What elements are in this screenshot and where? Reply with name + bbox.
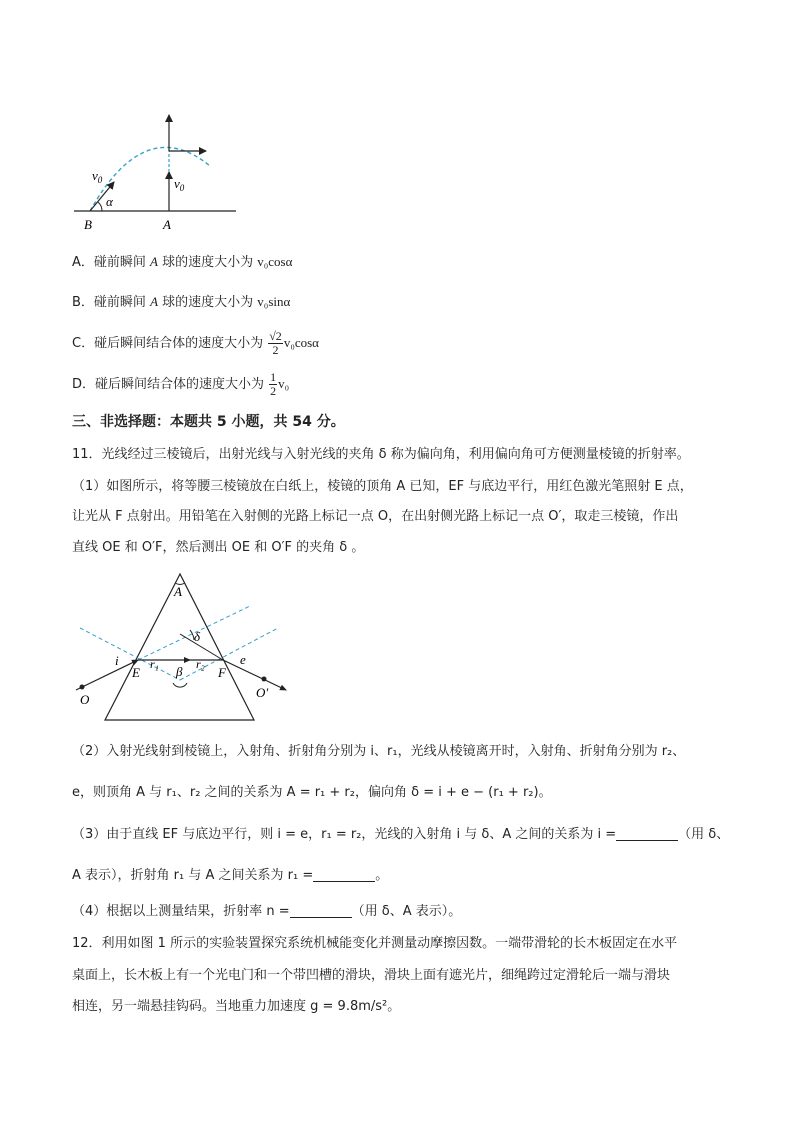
q11-p1-line3: 直线 OE 和 O′F，然后测出 OE 和 O′F 的夹角 δ 。 — [72, 540, 365, 555]
q12-line1: 12．利用如图 1 所示的实验装置探究系统机械能变化并测量动摩擦因数。一端带滑轮的长木板固定在水平 — [72, 936, 678, 951]
q11-p2-line2: e，则顶角 A 与 r₁、r₂ 之间的关系为 A = r₁ + r₂，偏向角 δ = i + e − (r₁ + r₂)。 — [72, 785, 552, 800]
q12-line3: 相连，另一端悬挂钩码。当地重力加速度 g = 9.8m/s²。 — [72, 999, 401, 1014]
beta-arc — [173, 683, 187, 687]
point-o-prime — [262, 677, 267, 682]
alpha-label: α — [106, 194, 113, 209]
projectile-figure — [70, 108, 250, 236]
point-e-label: E — [132, 665, 140, 680]
o-prime-label: O′ — [256, 685, 269, 700]
q11-p4: （4）根据以上测量结果，折射率 n = （用 δ、A 表示）。 — [72, 904, 462, 919]
q11-p1-line1: （1）如图所示，将等腰三棱镜放在白纸上，棱镜的顶角 A 已知，EF 与底边平行，用红色激光笔照射 E 点， — [72, 479, 693, 494]
angle-arc — [98, 202, 102, 211]
apex-label: A — [174, 584, 182, 599]
q11-p1-line2: 让光从 F 点射出。用铅笔在入射侧的光路上标记一点 O，在出射侧光路上标记一点 O′，取走三棱镜，作出 — [72, 509, 679, 524]
q11-p2-line1: （2）入射光线射到棱镜上，入射角、折射角分别为 i、r₁，光线从棱镜离开时，入射角、折射角分别为 r₂、 — [72, 744, 686, 759]
q12-line2: 桌面上，长木板上有一个光电门和一个带凹槽的滑块，滑块上面有遮光片，细绳跨过定滑轮后一端与滑块 — [72, 968, 671, 983]
answer-blank-i[interactable] — [616, 826, 678, 841]
delta-label: δ — [194, 629, 201, 644]
r2-label: r₂ — [196, 657, 205, 671]
point-b-label: B — [84, 217, 92, 232]
q11-intro: 11．光线经过三棱镜后，出射光线与入射光线的夹角 δ 称为偏向角，利用偏向角可方便测量棱镜的折射率。 — [72, 447, 690, 462]
point-f-label: F — [218, 665, 226, 680]
q11-p3-line2: A 表示），折射角 r₁ 与 A 之间关系为 r₁ = 。 — [72, 868, 389, 883]
v0-up-label: $v_0$ — [174, 176, 185, 193]
i-label: i — [115, 653, 119, 668]
emergent-ray — [223, 660, 286, 690]
r1-label: r₁ — [150, 657, 159, 671]
v0-left-label: $v_0$ — [92, 168, 103, 185]
point-a-label: A — [163, 217, 171, 232]
o-label: O — [80, 692, 90, 707]
option-a: A．碰前瞬间 A 球的速度大小为 v₀cosα — [72, 254, 293, 270]
prism-figure — [72, 568, 297, 728]
q11-p3-line1: （3）由于直线 EF 与底边平行，则 i = e，r₁ = r₂，光线的入射角 i 与 δ、A 之间的关系为 i = （用 δ、 — [72, 827, 730, 842]
beta-label: β — [176, 664, 183, 679]
answer-blank-r1[interactable] — [313, 867, 375, 882]
point-o — [80, 685, 85, 690]
option-d: D．碰后瞬间结合体的速度大小为 $\frac{1}{2}$ v₀ — [72, 370, 290, 398]
option-b: B．碰前瞬间 A 球的速度大小为 v₀sinα — [72, 294, 291, 310]
option-c: C．碰后瞬间结合体的速度大小为 $\frac{√2}{2}$ v₀cosα — [72, 329, 319, 357]
e-label: e — [240, 652, 246, 667]
section-heading: 三、非选择题：本题共 5 小题，共 54 分。 — [72, 414, 345, 430]
answer-blank-n[interactable] — [290, 903, 352, 918]
